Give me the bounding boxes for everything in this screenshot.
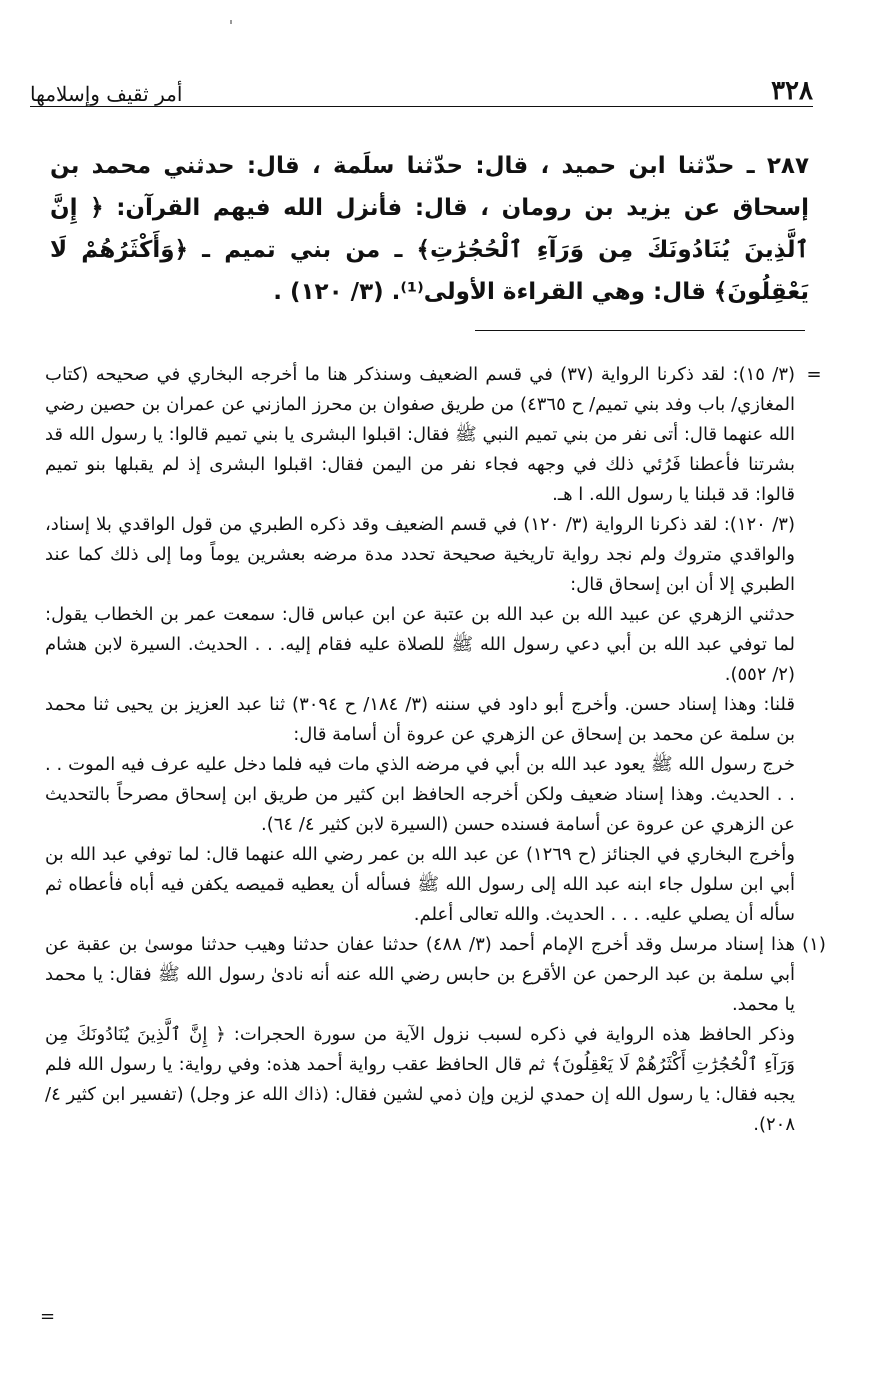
running-title: أمر ثقيف وإسلامها [30,82,183,106]
page-number: ٣٢٨ [771,76,813,106]
header-rule [30,106,813,107]
footnote-paragraph: حدثني الزهري عن عبيد الله بن عبد الله بن عتبة عن ابن عباس قال: سمعت عمر بن الخطاب يقول: لما توفي عبد الله بن أبي دعي رسول الله ﷺ للصلاة عليه فقام إليه. . . الحديث. السيرة لابن هشام (٢/ ٥٥٢). [45,604,795,685]
footnote-paragraph: (٣/ ١٢٠): لقد ذكرنا الرواية (٣/ ١٢٠) في قسم الضعيف وقد ذكره الطبري من قول الواقدي بلا إسناد، والواقدي متروك ولم نجد رواية تاريخية صحيحة تحدد مدة مرضه بعشرين يوماً وما إلى ذلك كما عند الطبري إلا أن ابن إسحاق قال: [45,514,795,595]
footnote-paragraph: خرج رسول الله ﷺ يعود عبد الله بن أبي في مرضه الذي مات فيه فلما دخل عليه عرف فيه الموت . . . . الحديث. وهذا إسناد ضعيف ولكن أخرجه الحافظ ابن كثير من طريق ابن إسحاق مصرحاً بالتحديث عن الزهري عن عروة عن أسامة فسنده حسن (السيرة لابن كثير ٤/ ٦٤). [45,754,795,835]
footnote-separator [475,330,805,331]
footnote-continued [45,360,833,930]
scan-mark [230,20,232,24]
footnote-paragraph: هذا إسناد مرسل وقد أخرج الإمام أحمد (٣/ ٤٨٨) حدثنا عفان حدثنا وهيب حدثنا موسىٰ بن عقبة عن أبي سلمة بن عبد الرحمن عن الأقرع بن حابس رضي الله عنه أنه نادىٰ رسول الله ﷺ فقال: يا محمد يا محمد. [45,934,795,1015]
footnote-mark: = [806,364,822,385]
footnote-paragraph: (٣/ ١٥): لقد ذكرنا الرواية (٣٧) في قسم الضعيف وسنذكر هنا ما أخرجه البخاري في صحيحه (كتاب المغازي/ باب وفد بني تميم/ ح ٤٣٦٥) من طريق صفوان بن محرز المازني عن عمران بن حصين رضي الله عنهما قال: أتى نفر من بني تميم النبي ﷺ فقال: اقبلوا البشرى يا بني تميم قالوا: يا رسول الله قد بشرتنا فأعطنا فَرُئي ذلك في وجهه فجاء نفر من اليمن فقال: اقبلوا البشرى إذ لم يقبلها بنو تميم قالوا: قد قبلنا يا رسول الله. ا هـ. [44,364,796,505]
footnote-1 [45,930,833,1140]
continuation-mark: = [40,1306,56,1327]
footnote-paragraph: وأخرج البخاري في الجنائز (ح ١٢٦٩) عن عبد الله بن عمر رضي الله عنهما قال: لما توفي عبد الله بن أبي ابن سلول جاء ابنه عبد الله إلى رسول الله ﷺ فسأله أن يعطيه قميصه يكفن فيه أباه فأعطاه ثم سأله أن يصلي عليه. . . . الحديث. والله تعالى أعلم. [45,844,795,925]
footnote-paragraph: قلنا: وهذا إسناد حسن. وأخرج أبو داود في سننه (٣/ ١٨٤/ ح ٣٠٩٤) ثنا عبد العزيز بن يحيى ثنا محمد بن سلمة عن محمد بن إسحاق عن الزهري عن عروة أن أسامة قال: [45,694,795,745]
footnote-mark: (١) [802,934,826,955]
page-header [30,62,813,106]
main-text [50,145,809,313]
hadith-287: ٢٨٧ ـ حدّثنا ابن حميد ، قال: حدّثنا سلَمة ، قال: حدثني محمد بن إسحاق عن يزيد بن رومان ، قال: فأنزل الله فيهم القرآن: ﴿ إِنَّ ٱلَّذِينَ يُنَادُونَكَ مِن وَرَآءِ ٱلْحُجُرَٰتِ﴾ ـ من بني تميم ـ ﴿وَأَكْثَرُهُمْ لَا يَعْقِلُونَ﴾ قال: وهي القراءة الأولى⁽¹⁾. (٣/ ١٢٠) . [50,153,809,305]
footnote-paragraph: وذكر الحافظ هذه الرواية في ذكره لسبب نزول الآية من سورة الحجرات: ﴿ إِنَّ ٱلَّذِينَ يُنَادُونَكَ مِن وَرَآءِ ٱلْحُجُرَٰتِ أَكْثَرُهُمْ لَا يَعْقِلُونَ﴾ ثم قال الحافظ عقب رواية أحمد هذه: وفي رواية: يا رسول الله فلم يجبه فقال: يا رسول الله إن حمدي لزين وإن ذمي لشين فقال: (ذاك الله عز وجل) (تفسير ابن كثير ٤/ ٢٠٨). [45,1024,795,1135]
footnotes [45,360,833,1140]
